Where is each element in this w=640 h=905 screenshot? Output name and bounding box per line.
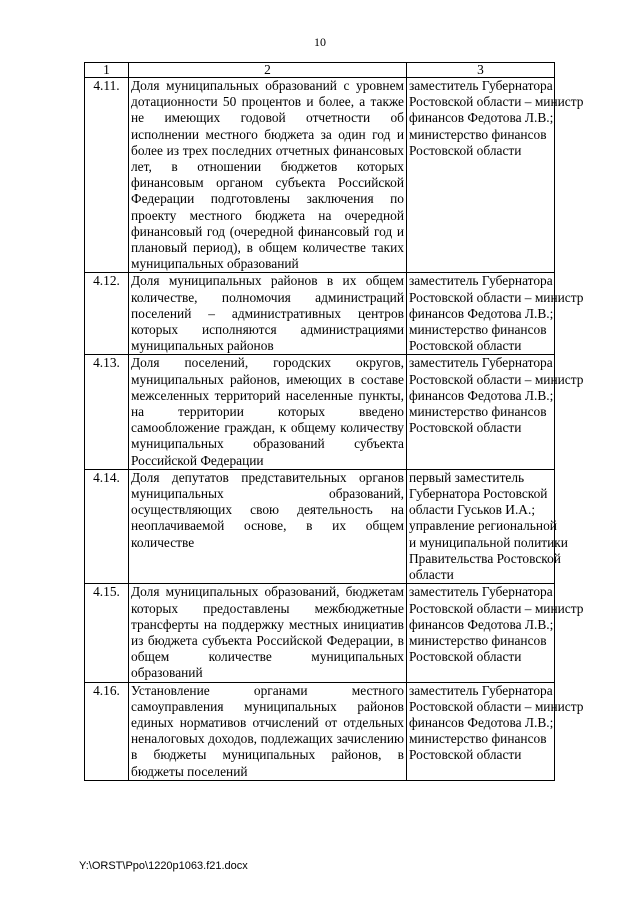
responsible-line: и муниципальной политики [409, 534, 568, 550]
responsible-line: Ростовской области [409, 649, 522, 665]
responsible-line: Ростовской области [409, 338, 522, 354]
responsible-line: Ростовской области – министр [409, 94, 584, 110]
responsible-line: финансов Федотова Л.В.; [409, 714, 554, 730]
column-header-1: 1 [85, 63, 129, 78]
responsible-cell [407, 355, 584, 469]
row-number: 4.16. [85, 682, 129, 780]
responsible-line: Ростовской области – министр [409, 600, 584, 616]
responsible-line: финансов Федотова Л.В.; [409, 305, 554, 321]
responsible-line: управление региональной [409, 518, 557, 534]
responsible-line: области Гуськов И.А.; [409, 502, 536, 518]
responsible-line: финансов Федотова Л.В.; [409, 110, 554, 126]
responsible-line: заместитель Губернатора [409, 584, 553, 600]
row-number: 4.12. [85, 273, 129, 355]
indicator-description: Доля муниципальных образований с уровнем дотационности 50 процентов и более, а также не имеющих годовой отчетности об исполнении местного бюджета за один год и более из трех последних отчетных финансовых лет, в отношении бюджетов которых финансовым органом субъекта Российской Федерации подготовлены заключения по проекту местного бюджета на очередной финансовый год (очередной финансовый год и плановый период), в общем количестве таких муниципальных образований [129, 78, 407, 273]
indicator-table [84, 62, 584, 781]
table-header-row [85, 63, 555, 78]
responsible-cell [407, 682, 584, 780]
table-row [85, 273, 555, 355]
responsible-line: Ростовской области [409, 142, 522, 158]
responsible-line: Ростовской области [409, 747, 522, 763]
responsible-line: первый заместитель [409, 469, 525, 485]
indicator-description: Установление органами местного самоуправления муниципальных районов единых нормативов отчислений от отдельных неналоговых доходов, подлежащих зачислению в бюджеты муниципальных районов, в бюджеты поселений [129, 682, 407, 780]
responsible-cell [407, 273, 584, 355]
indicator-description: Доля поселений, городских округов, муниципальных районов, имеющих в составе межселенных территорий населенные пункты, на территории которых введено самообложение граждан, к общему количеству муниципальных образований субъекта Российской Федерации [129, 355, 407, 469]
responsible-line: Губернатора Ростовской [409, 486, 548, 502]
responsible-line: области [409, 567, 454, 583]
responsible-line: заместитель Губернатора [409, 355, 553, 371]
row-number: 4.13. [85, 355, 129, 469]
row-number: 4.14. [85, 469, 129, 583]
responsible-line: Ростовской области – министр [409, 289, 584, 305]
responsible-line: заместитель Губернатора [409, 682, 553, 698]
table-row [85, 355, 555, 469]
responsible-line: министерство финансов [409, 632, 547, 648]
table-row [85, 584, 555, 682]
indicator-description: Доля муниципальных районов в их общем количестве, полномочия администраций поселений – административных центров которых исполняются администрациями муниципальных районов [129, 273, 407, 355]
column-header-2: 2 [129, 63, 407, 78]
row-number: 4.15. [85, 584, 129, 682]
responsible-line: министерство финансов [409, 322, 547, 338]
responsible-line: министерство финансов [409, 126, 547, 142]
footer-file-path: Y:\ORST\Ppo\1220p1063.f21.docx [79, 860, 248, 872]
responsible-cell [407, 584, 584, 682]
responsible-line: финансов Федотова Л.В.; [409, 387, 554, 403]
table-row [85, 682, 555, 780]
responsible-line: заместитель Губернатора [409, 78, 553, 93]
row-number: 4.11. [85, 78, 129, 273]
responsible-line: Ростовской области – министр [409, 698, 584, 714]
responsible-line: Правительства Ростовской [409, 550, 561, 566]
table-row [85, 78, 555, 273]
responsible-line: финансов Федотова Л.В.; [409, 616, 554, 632]
indicator-description: Доля депутатов представительных органов муниципальных образований, осуществляющих свою деятельность на неоплачиваемой основе, в их общем количестве [129, 469, 407, 583]
table-row [85, 469, 555, 583]
indicator-description: Доля муниципальных образований, бюджетам которых предоставлены межбюджетные трансферты на поддержку местных инициатив из бюджета субъекта Российской Федерации, в общем количестве муниципальных образований [129, 584, 407, 682]
responsible-line: Ростовской области – министр [409, 371, 584, 387]
responsible-cell [407, 469, 568, 583]
responsible-line: министерство финансов [409, 731, 547, 747]
page-number: 10 [314, 35, 326, 49]
responsible-line: заместитель Губернатора [409, 273, 553, 289]
responsible-line: министерство финансов [409, 404, 547, 420]
column-header-3: 3 [407, 63, 555, 78]
responsible-line: Ростовской области [409, 420, 522, 436]
responsible-cell [407, 78, 584, 273]
